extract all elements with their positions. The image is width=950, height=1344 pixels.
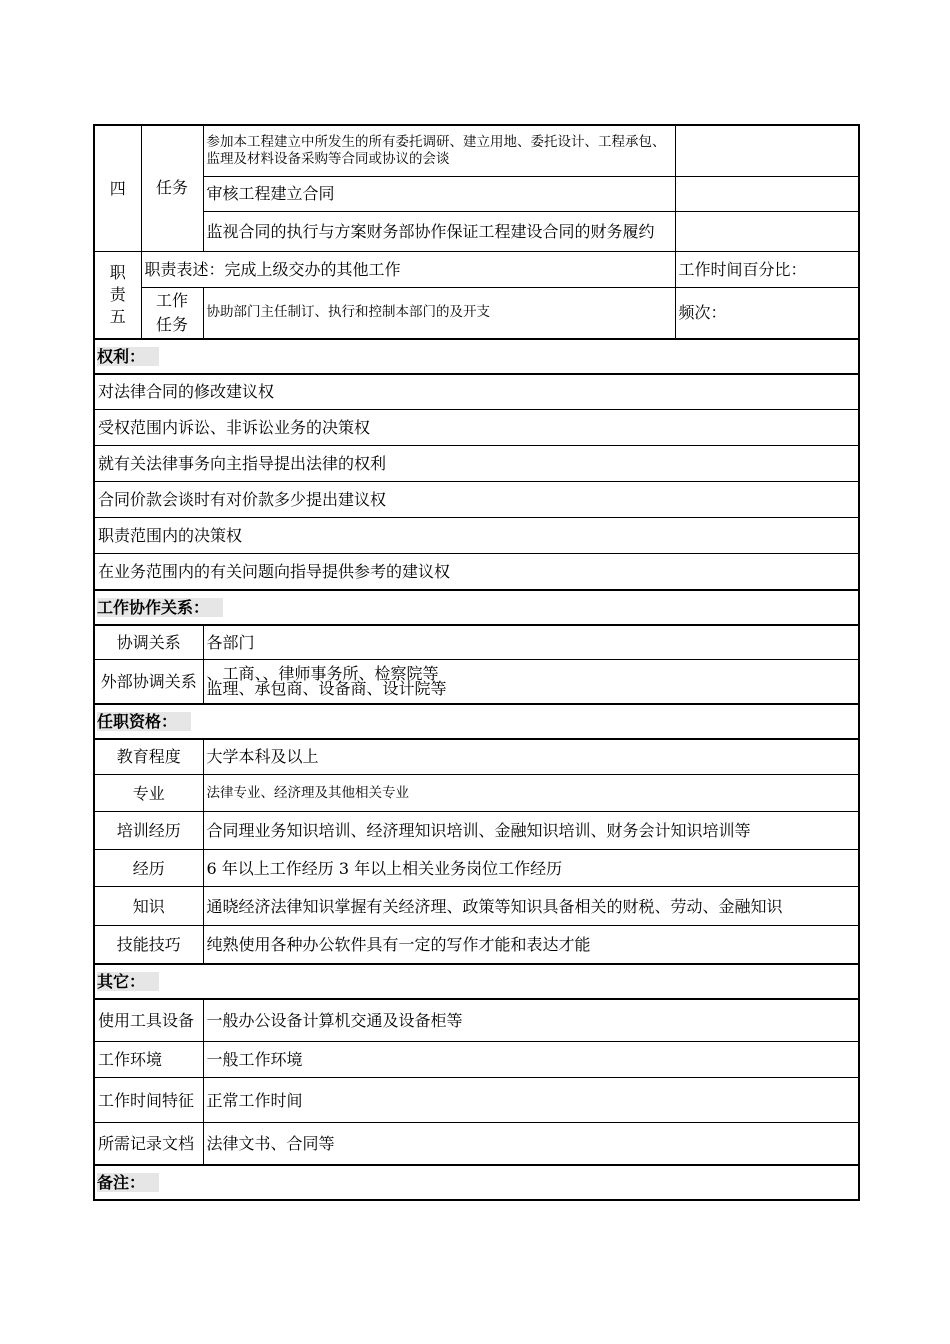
relations-external-label: 外部协调关系: [94, 660, 203, 704]
duty4-task-1: 参加本工程建立中所发生的所有委托调研、建立用地、委托设计、工程承包、监理及材料设备采购等合同或协议的会谈: [203, 125, 675, 176]
qual-skills-value: 纯熟使用各种办公软件具有一定的写作才能和表达才能: [203, 926, 859, 964]
qual-skills-label: 技能技巧: [94, 926, 203, 964]
rights-item-1: 对法律合同的修改建议权: [94, 374, 859, 410]
qual-education-value: 大学本科及以上: [203, 739, 859, 775]
rights-item-5: 职责范围内的决策权: [94, 518, 859, 554]
other-environment-label: 工作环境: [94, 1042, 203, 1078]
other-tools-label: 使用工具设备: [94, 999, 203, 1042]
qual-experience-label: 经历: [94, 850, 203, 887]
qual-training-label: 培训经历: [94, 812, 203, 850]
other-records-label: 所需记录文档: [94, 1123, 203, 1165]
other-worktime-label: 工作时间特征: [94, 1078, 203, 1123]
notes-title-text: 备注：: [97, 1173, 159, 1192]
duty4-task-3-extra: [675, 211, 859, 251]
other-section-title: [94, 964, 859, 999]
rights-item-4: 合同价款会谈时有对价款多少提出建议权: [94, 482, 859, 518]
duty5-description: 职责表述：完成上级交办的其他工作: [141, 251, 675, 287]
qual-knowledge-value: 通晓经济法律知识掌握有关经济理、政策等知识具备相关的财税、劳动、金融知识: [203, 887, 859, 926]
other-title-text: 其它：: [97, 972, 159, 991]
duty4-task-2-extra: [675, 176, 859, 211]
other-tools-value: 一般办公设备计算机交通及设备柜等: [203, 999, 859, 1042]
other-worktime-value: 正常工作时间: [203, 1078, 859, 1123]
duty5-task-label-text: 工作任务: [155, 290, 188, 334]
duty5-label-text: 职责五: [109, 262, 126, 326]
notes-section-title: [94, 1165, 859, 1200]
relations-external-value: 、工商、、律师事务所、检察院等 监理、承包商、设备商、设计院等: [203, 660, 859, 704]
relations-internal-label: 协调关系: [94, 625, 203, 660]
job-description-document: [93, 124, 858, 1201]
qual-experience-value: 6 年以上工作经历 3 年以上相关业务岗位工作经历: [203, 850, 859, 887]
duty5-frequency-label: 频次：: [675, 287, 859, 339]
duty4-task-3: 监视合同的执行与方案财务部协作保证工程建设合同的财务履约: [203, 211, 675, 251]
duty5-task: 协助部门主任制订、执行和控制本部门的及开支: [203, 287, 675, 339]
duty4-number: 四: [94, 125, 141, 251]
duty4-task-label: 任务: [141, 125, 203, 251]
qual-knowledge-label: 知识: [94, 887, 203, 926]
duty5-label: [94, 251, 141, 339]
rights-title-text: 权利：: [97, 347, 159, 366]
other-records-value: 法律文书、合同等: [203, 1123, 859, 1165]
job-table: [93, 124, 860, 1201]
duty4-task-1-extra: [675, 125, 859, 176]
duty5-task-label: [141, 287, 203, 339]
rights-item-2: 受权范围内诉讼、非诉讼业务的决策权: [94, 410, 859, 446]
relations-section-title: [94, 590, 859, 625]
qual-training-value: 合同理业务知识培训、经济理知识培训、金融知识培训、财务会计知识培训等: [203, 812, 859, 850]
duty5-time-percent-label: 工作时间百分比：: [675, 251, 859, 287]
qualifications-title-text: 任职资格：: [97, 712, 191, 731]
other-environment-value: 一般工作环境: [203, 1042, 859, 1078]
qual-major-label: 专业: [94, 775, 203, 812]
qual-education-label: 教育程度: [94, 739, 203, 775]
duty4-task-2: 审核工程建立合同: [203, 176, 675, 211]
rights-section-title: [94, 339, 859, 374]
rights-item-3: 就有关法律事务向主指导提出法律的权利: [94, 446, 859, 482]
relations-title-text: 工作协作关系：: [97, 598, 223, 617]
relations-internal-value: 各部门: [203, 625, 859, 660]
rights-item-6: 在业务范围内的有关问题向指导提供参考的建议权: [94, 554, 859, 590]
qual-major-value: 法律专业、经济理及其他相关专业: [203, 775, 859, 812]
qualifications-section-title: [94, 704, 859, 739]
